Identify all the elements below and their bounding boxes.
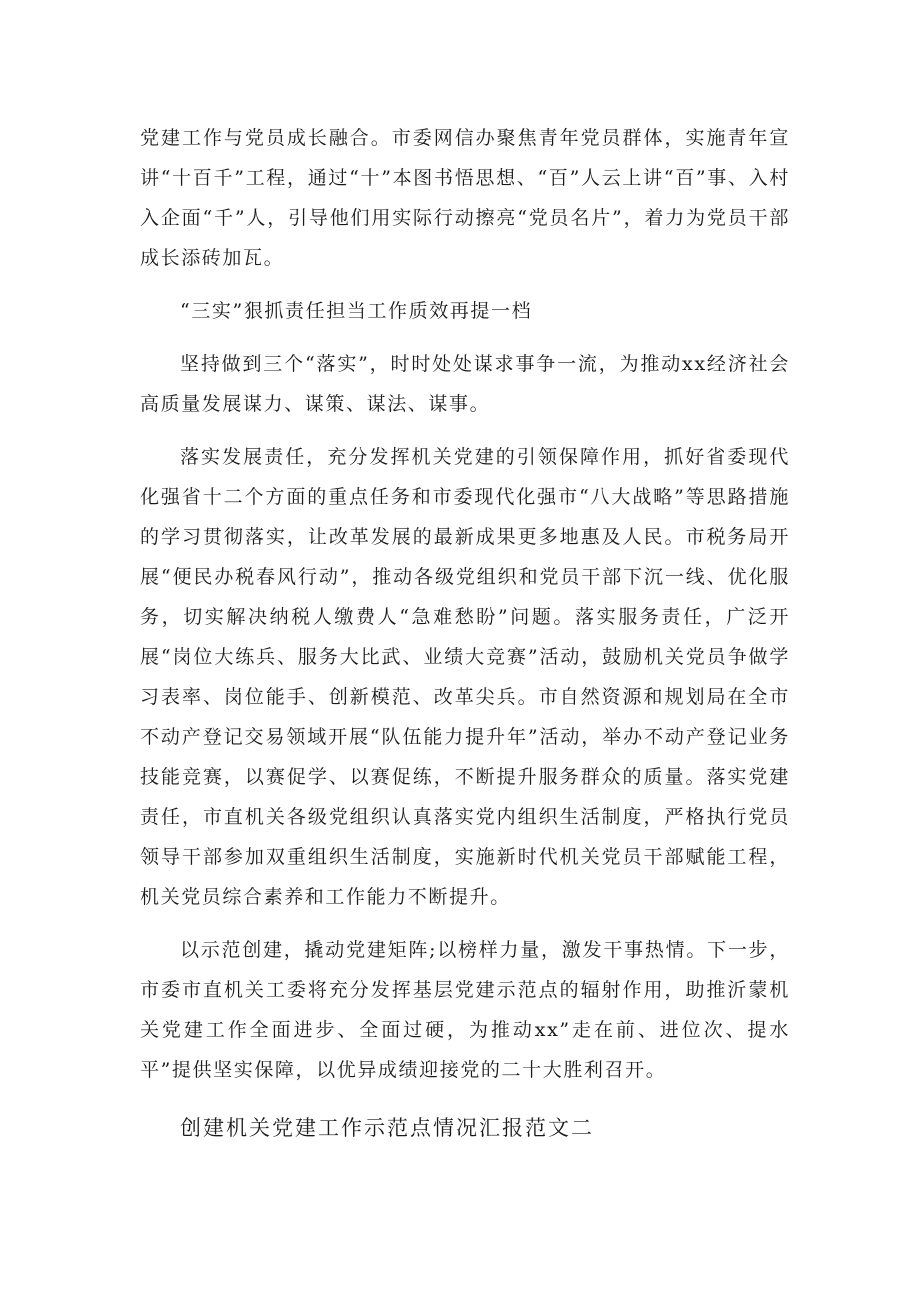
section-subheading: “三实”狠抓责任担当工作质效再提一档 — [180, 300, 533, 322]
paragraph-responsibilities: 落实发展责任，充分发挥机关党建的引领保障作用，抓好省委现代化强省十二个方面的重点任务和市委现代化强市“八大战略”等思路措施的学习贯彻落实，让改革发展的最新成果更多地惠及人民。市税务局开展“便民办税春风行动”，推动各级党组织和党员干部下沉一线、优化服务，切实解决纳税人缴费人“急难愁盼”问题。落实服务责任，广泛开展“岗位大练兵、服务大比武、业绩大竞赛”活动，鼓励机关党员争做学习表率、岗位能手、创新模范、改革尖兵。市自然资源和规划局在全市不动产登记交易领域开展“队伍能力提升年”活动，举办不动产登记业务技能竞赛，以赛促学、以赛促练，不断提升服务群众的质量。落实党建责任，市直机关各级党组织认真落实党内组织生活制度，严格执行党员领导干部参加双重组织生活制度，实施新时代机关党员干部赋能工程，机关党员综合素养和工作能力不断提升。 — [140, 446, 790, 908]
paragraph-three-implementations: 坚持做到三个“落实”，时时处处谋求事争一流，为推动xx经济社会高质量发展谋力、谋策、谋法、谋事。 — [140, 353, 790, 415]
paragraph-continuation: 党建工作与党员成长融合。市委网信办聚焦青年党员群体，实施青年宣讲“十百千”工程，通过“十”本图书悟思想、“百”人云上讲“百”事、入村入企面“千”人，引导他们用实际行动擦亮“党员名片”，着力为党员干部成长添砖加瓦。 — [140, 127, 790, 269]
document-body — [140, 118, 790, 1148]
report-heading-two: 创建机关党建工作示范点情况汇报范文二 — [180, 1116, 594, 1140]
paragraph-next-steps: 以示范创建，撬动党建矩阵;以榜样力量，激发干事热情。下一步，市委市直机关工委将充分发挥基层党建示范点的辐射作用，助推沂蒙机关党建工作全面进步、全面过硬，为推动xx”走在前、进位次、提水平”提供坚实保障，以优异成绩迎接党的二十大胜利召开。 — [140, 939, 790, 1081]
